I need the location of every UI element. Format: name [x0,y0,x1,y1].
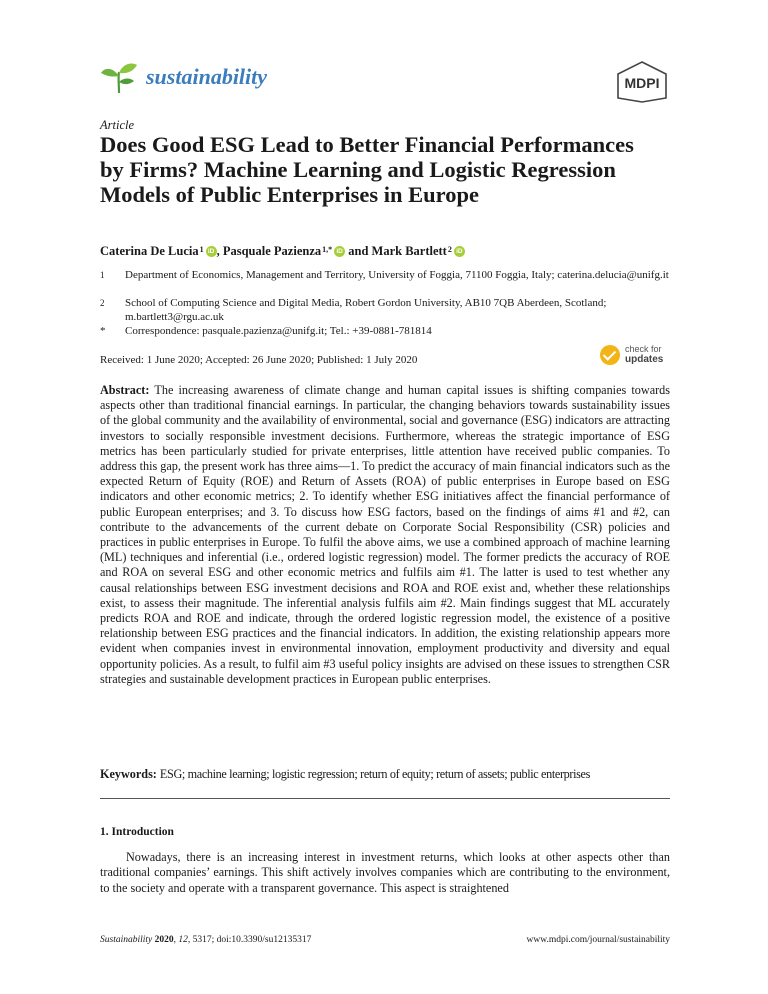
keywords-label: Keywords: [100,767,157,781]
author-affiliation-marker: 2 [447,245,452,254]
abstract [100,383,670,687]
affiliation-number: 2 [100,298,105,308]
author-separator: and [345,244,372,258]
article-type: Article [100,118,135,132]
affiliation-text: Department of Economics, Management and Territory, University of Foggia, 71100 Foggia, Italy; caterina.delucia@unifg.it [125,269,669,281]
keywords-text: ESG; machine learning; logistic regression; return of equity; return of assets; public enterprises [159,767,590,781]
orcid-icon[interactable]: iD [334,246,345,257]
check-for-updates-button[interactable] [600,343,675,371]
checkmark-icon [600,345,620,365]
affiliation-text: School of Computing Science and Digital Media, Robert Gordon University, AB10 7QB Aberdeen, Scotland; m.bartlett3@rgu.ac.uk [125,297,607,323]
abstract-text: The increasing awareness of climate change and human capital issues is shifting companies towards aspects other than traditional financial earnings. In particular, the changing behaviors towards sustainability issues of the global community and the availability of environmental, social and governance (ESG) indicators are attracting investors to socially responsible investment decisions. Furthermore, whereas the strategic importance of ESG metrics has been particularly studied for private enterprises, little attention have received public companies. To address this gap, the present work has three aims—1. To predict the accuracy of main financial indicators such as the expected Return of Equity (ROE) and Return of Assets (ROA) of public enterprises in Europe based on ESG indicators and other economic metrics; 2. To identify whether ESG initiatives affect the financial performance of public European enterprises; and 3. To discuss how ESG factors, based on the findings of aims #1 and #2, can contribute to the advancements of the current debate on Corporate Social Responsibility (CSR) policies and practices in public enterprises in Europe. To fulfil the above aims, we use a combined approach of machine learning (ML) techniques and inferential (i.e., ordered logistic regression) model. The former predicts the accuracy of ROE and ROA on several ESG and other economic metrics and fulfils aim #1. The latter is used to test whether any causal relationships between ESG investment decisions and ROA and ROE exist and, whether these relationships exist, to assess their magnitude. The inferential analysis fulfils aim #2. Main findings suggest that ML accurately predicts ROA and ROE and indicate, through the ordered logistic regression model, the existence of a positive relationship between ESG practices and the financial indicators. In addition, the existing relationship appears more evident when companies invest in environmental innovation, employment productivity and diversity and equal opportunity policies. As a result, to fulfil aim #3 useful policy insights are advised on these issues to strengthen CSR strategies and sustainable development practices in European public enterprises. [100,383,671,686]
author-name: Pasquale Pazienza [222,244,322,258]
author-name: Mark Bartlett [371,244,447,258]
affiliation-number: 1 [100,270,105,280]
article-title: Does Good ESG Lead to Better Financial Performances by Firms? Machine Learning and Logistic Regression Models of Public Enterprises in Europe [100,132,634,207]
citation-footer: Sustainability 2020, 12, 5317; doi:10.3390/su12135317 [100,935,312,945]
check-updates-line1: check for [625,344,662,354]
footer-year: 2020 [154,935,174,945]
footer-doi: , 5317; doi:10.3390/su12135317 [187,935,312,945]
keywords [100,767,670,782]
author-name: Caterina De Lucia [100,244,199,258]
footer-journal: Sustainability [100,935,153,945]
affiliation-number: * [100,325,106,337]
check-updates-line2: updates [625,354,664,365]
journal-url-link[interactable]: www.mdpi.com/journal/sustainability [526,935,670,945]
affiliation-2 [100,296,690,324]
mdpi-logo-text: MDPI [624,75,660,91]
journal-logo-icon [100,60,138,94]
author-affiliation-marker: 1,* [322,245,333,254]
correspondence-text: Correspondence: pasquale.pazienza@unifg.it; Tel.: +39-0881-781814 [125,325,432,337]
journal-name[interactable]: sustainability [146,64,268,89]
section-paragraph: Nowadays, there is an increasing interest in investment returns, which looks at other aspects other than traditional companies’ earnings. This shift actively involves companies which are contributing to the environment, to the society and operate with a transparent governance. This aspect is straightened [100,850,670,895]
author-separator: , [216,244,223,258]
divider [100,798,670,799]
abstract-label: Abstract: [100,383,150,397]
orcid-icon[interactable]: iD [206,246,217,257]
publication-dates: Received: 1 June 2020; Accepted: 26 June 2020; Published: 1 July 2020 [100,354,418,366]
section-heading: 1. Introduction [100,826,174,838]
mdpi-logo[interactable] [614,60,670,104]
footer-volume: 12 [178,935,188,945]
orcid-icon[interactable]: iD [454,246,465,257]
author-list [100,244,465,259]
author-affiliation-marker: 1 [199,245,204,254]
affiliation-1 [100,268,690,296]
correspondence [100,324,690,338]
